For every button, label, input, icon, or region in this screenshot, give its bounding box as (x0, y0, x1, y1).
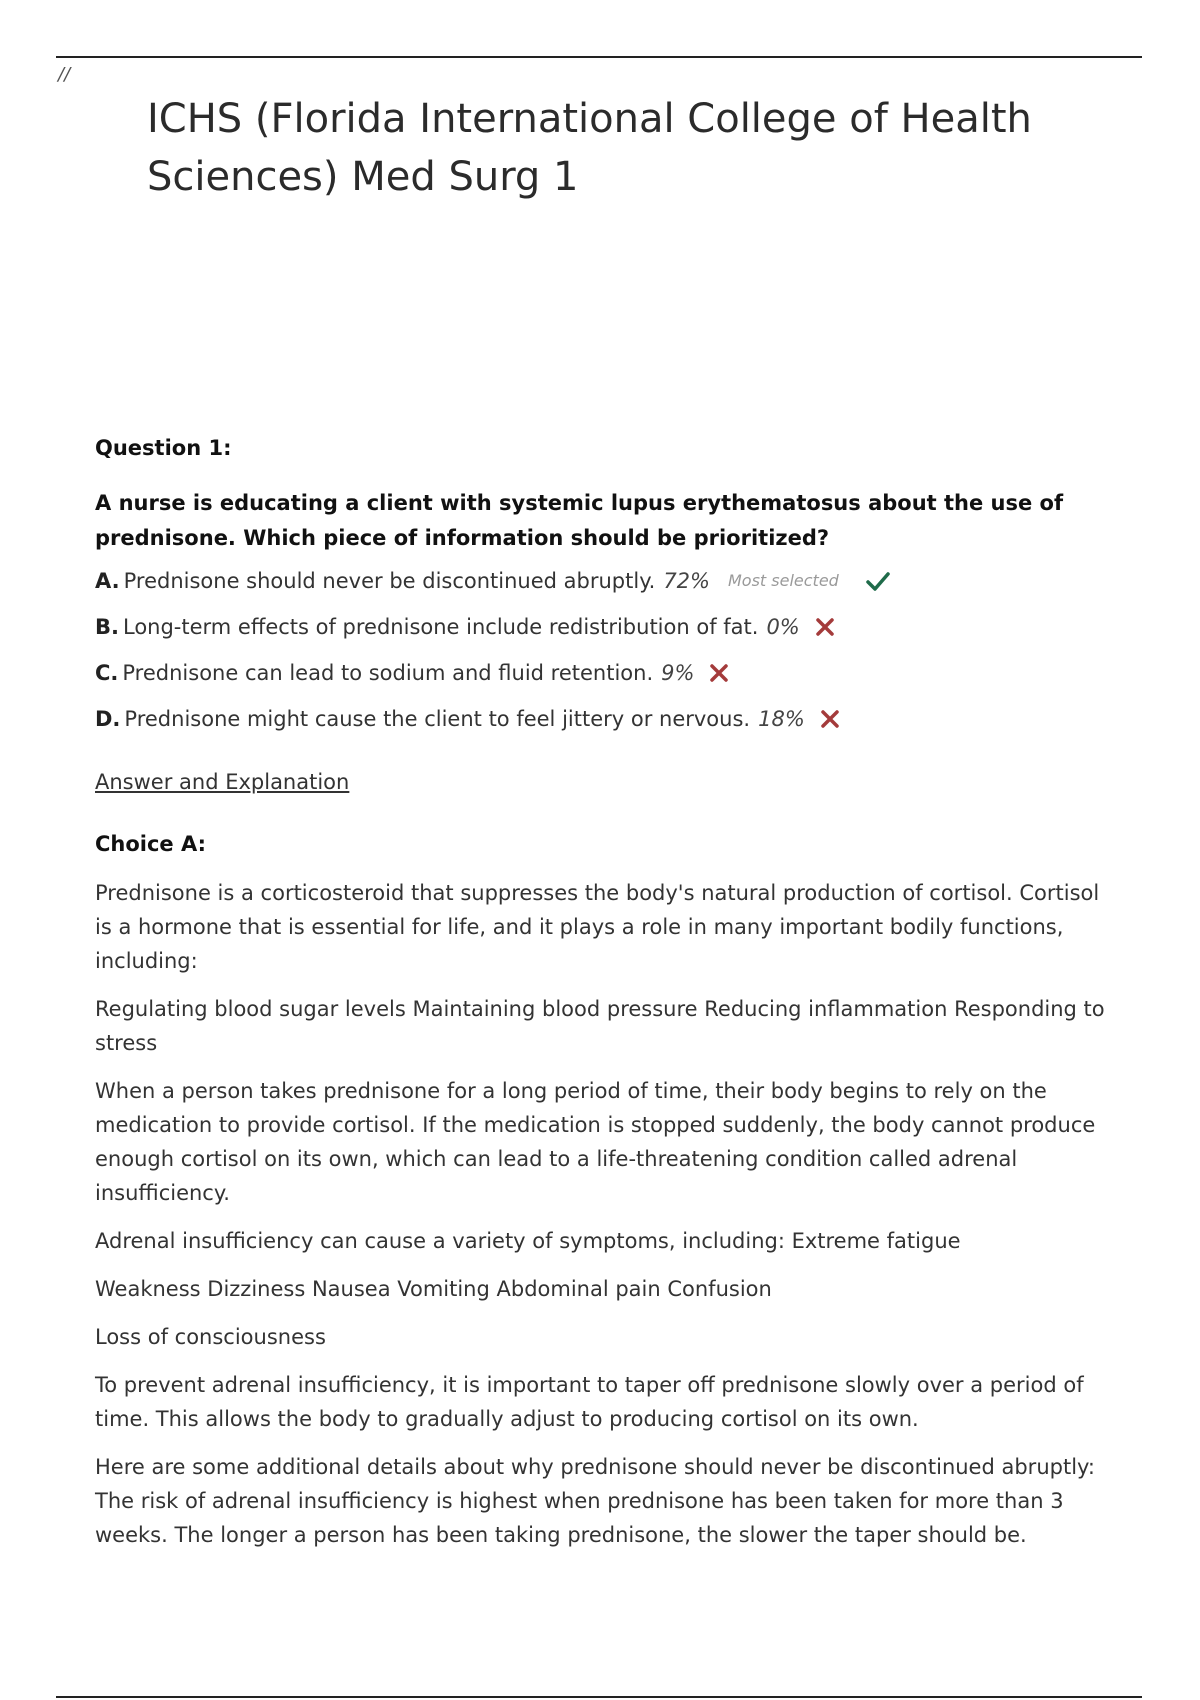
x-mark-icon (706, 660, 732, 686)
choice-percent: 18% (758, 707, 805, 731)
explanation-heading: Choice A: (95, 832, 207, 856)
explanation-paragraph: When a person takes prednisone for a long period of time, their body begins to rely on the medication to provide cortisol. If the medication is stopped suddenly, the body cannot produce enough cortisol on its own, which can lead to a life-threatening condition called adrenal insufficiency. (95, 1079, 1096, 1205)
choice-a[interactable] (95, 566, 1115, 596)
choice-percent: 0% (766, 615, 800, 639)
question-label: Question 1: (95, 436, 232, 460)
choice-letter: A. (95, 569, 120, 593)
explanation-paragraph: Here are some additional details about why prednisone should never be discontinued abruptly: The risk of adrenal insufficiency is highest when prednisone has been taken for more than 3 weeks. The longer a person has been taking prednisone, the slower the taper should be. (95, 1455, 1096, 1547)
explanation-paragraph: Loss of consciousness (95, 1325, 326, 1349)
choice-b[interactable] (95, 612, 1115, 642)
choice-letter: C. (95, 661, 119, 685)
explanation-paragraph: Regulating blood sugar levels Maintaining blood pressure Reducing inflammation Responding to stress (95, 997, 1105, 1055)
choice-text: Prednisone can lead to sodium and fluid retention. (122, 661, 654, 685)
choice-letter: B. (95, 615, 119, 639)
x-mark-icon (817, 706, 843, 732)
choice-d[interactable] (95, 704, 1115, 734)
choice-letter: D. (95, 707, 121, 731)
x-mark-icon (812, 614, 838, 640)
bottom-divider (56, 1696, 1142, 1698)
explanation-paragraph: Weakness Dizziness Nausea Vomiting Abdominal pain Confusion (95, 1277, 772, 1301)
page-marker: // (58, 64, 71, 85)
check-icon (865, 568, 891, 594)
explanation-paragraph: To prevent adrenal insufficiency, it is important to taper off prednisone slowly over a period of time. This allows the body to gradually adjust to producing cortisol on its own. (95, 1373, 1084, 1431)
question-content (95, 436, 1115, 1566)
most-selected-label: Most selected (728, 571, 839, 590)
answer-and-explanation-link[interactable]: Answer and Explanation (95, 770, 350, 794)
choice-text: Long-term effects of prednisone include redistribution of fat. (122, 615, 759, 639)
explanation-paragraph: Prednisone is a corticosteroid that suppresses the body's natural production of cortisol. Cortisol is a hormone that is essential for life, and it plays a role in many important bodily functions, including: (95, 881, 1100, 973)
question-text: A nurse is educating a client with systemic lupus erythematosus about the use of prednisone. Which piece of information should be prioritized? (95, 491, 1064, 550)
choice-percent: 9% (661, 661, 695, 685)
choice-text: Prednisone might cause the client to feel jittery or nervous. (124, 707, 751, 731)
choice-c[interactable] (95, 658, 1115, 688)
explanation-paragraph: Adrenal insufficiency can cause a variety of symptoms, including: Extreme fatigue (95, 1229, 961, 1253)
choice-percent: 72% (663, 569, 710, 593)
top-divider (56, 56, 1142, 58)
choice-text: Prednisone should never be discontinued abruptly. (123, 569, 656, 593)
page-title: ICHS (Florida International College of Health Sciences) Med Surg 1 (147, 96, 1032, 200)
